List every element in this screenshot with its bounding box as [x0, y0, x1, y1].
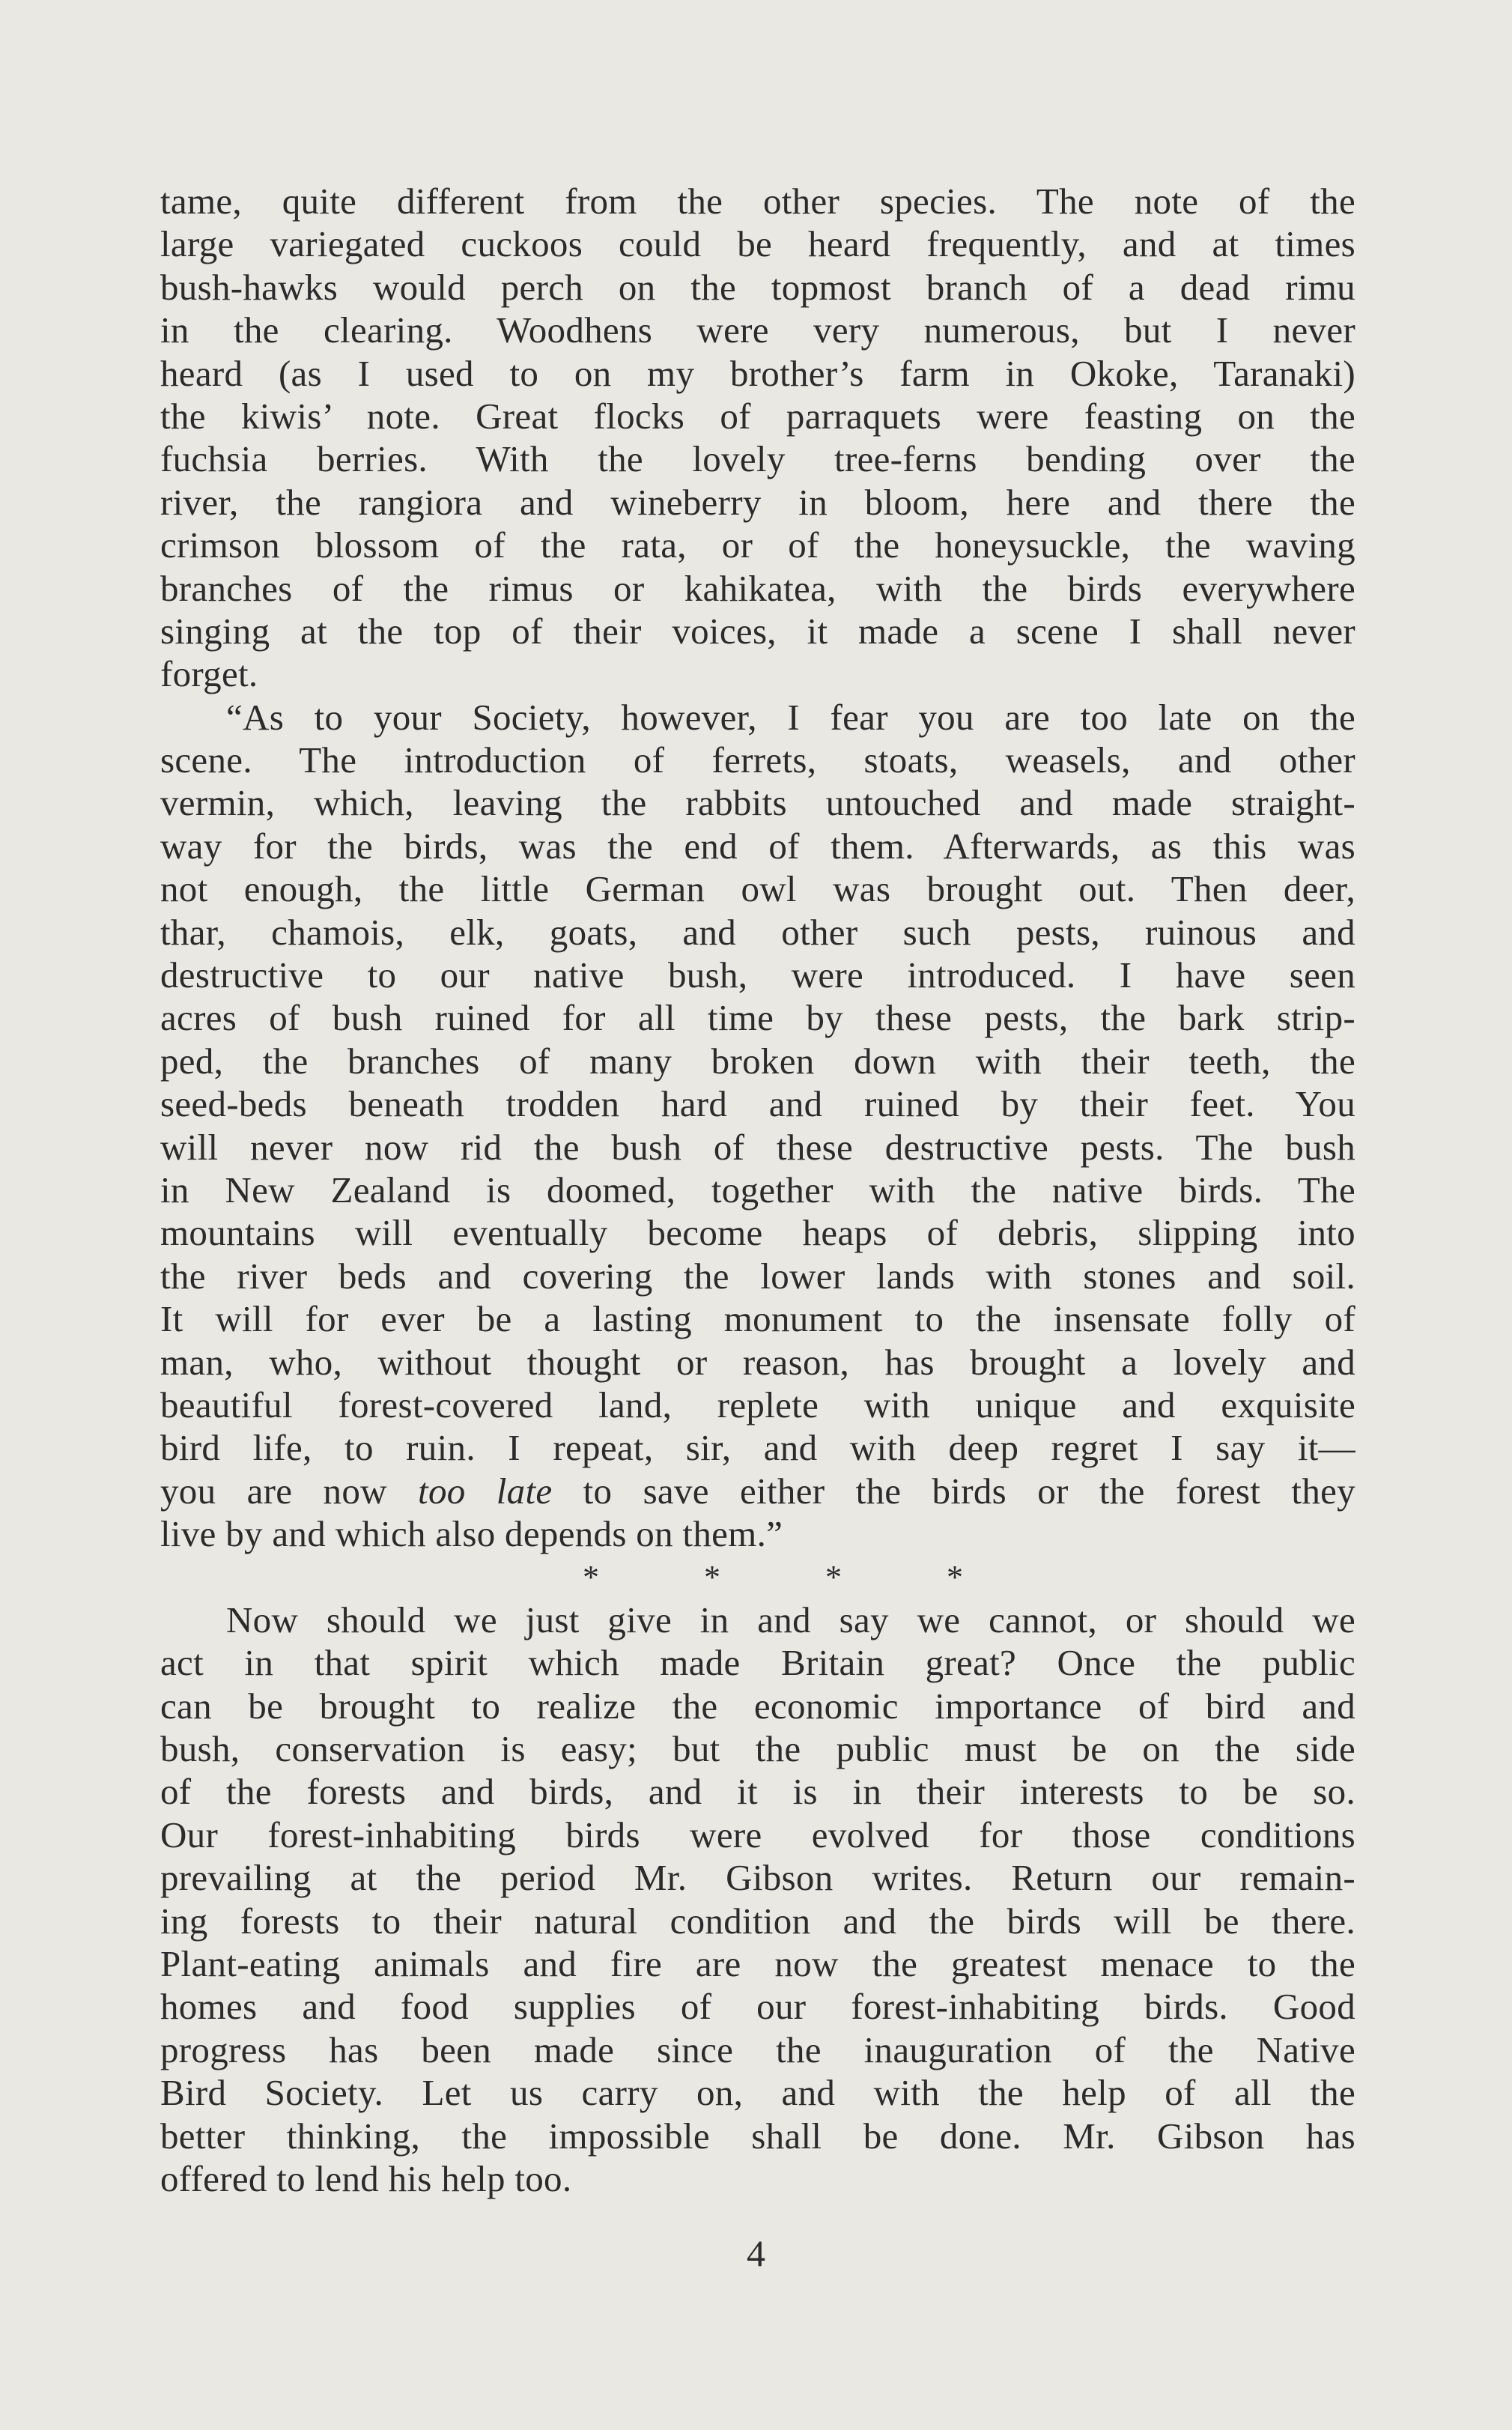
text-line: in New Zealand is doomed, together with the native birds. The — [160, 1169, 1355, 1211]
text-line-with-italic — [160, 1470, 1355, 1512]
text-run: you are now — [160, 1470, 419, 1512]
text-line: the river beds and covering the lower lands with stones and soil. — [160, 1255, 1355, 1297]
text-line: ped, the branches of many broken down with their teeth, the — [160, 1040, 1355, 1082]
text-line: forget. — [160, 653, 258, 695]
text-line: live by and which also depends on them.” — [160, 1513, 783, 1555]
paragraph-2 — [160, 696, 1355, 1556]
text-line: mountains will eventually become heaps of debris, slipping into — [160, 1212, 1355, 1254]
section-separator — [160, 1556, 1355, 1599]
page-number: 4 — [747, 2232, 765, 2274]
text-run: to save either the birds or the forest they — [552, 1470, 1355, 1512]
asterisk-glyph: * — [825, 1558, 842, 1596]
text-line: prevailing at the period Mr. Gibson writes. Return our remain- — [160, 1857, 1355, 1899]
text-line: Now should we just give in and say we cannot, or should we — [226, 1599, 1355, 1640]
text-line: not enough, the little German owl was brought out. Then deer, — [160, 868, 1355, 910]
text-line: “As to your Society, however, I fear you are too late on the — [226, 696, 1355, 738]
text-line: vermin, which, leaving the rabbits untouched and made straight- — [160, 782, 1355, 824]
text-line: man, who, without thought or reason, has brought a lovely and — [160, 1341, 1355, 1383]
paragraph-3 — [160, 1599, 1355, 2200]
text-line: tame, quite different from the other species. The note of the — [160, 181, 1355, 222]
text-line: act in that spirit which made Britain great? Once the public — [160, 1642, 1355, 1684]
text-line: river, the rangiora and wineberry in bloom, here and there the — [160, 481, 1355, 523]
text-line: bush-hawks would perch on the topmost branch of a dead rimu — [160, 266, 1355, 308]
text-line: beautiful forest-covered land, replete with unique and exquisite — [160, 1384, 1355, 1425]
text-line: better thinking, the impossible shall be done. Mr. Gibson has — [160, 2115, 1355, 2157]
text-line: scene. The introduction of ferrets, stoats, weasels, and other — [160, 739, 1355, 781]
text-line: bush, conservation is easy; but the public must be on the side — [160, 1728, 1355, 1770]
text-line: Plant-eating animals and fire are now the greatest menace to the — [160, 1943, 1355, 1985]
text-line: can be brought to realize the economic importance of bird and — [160, 1685, 1355, 1727]
text-line: fuchsia berries. With the lovely tree-ferns bending over the — [160, 438, 1355, 480]
text-line: Bird Society. Let us carry on, and with the help of all the — [160, 2072, 1355, 2114]
asterisk-glyph: * — [947, 1558, 963, 1596]
text-line: will never now rid the bush of these destructive pests. The bush — [160, 1126, 1355, 1168]
text-line: bird life, to ruin. I repeat, sir, and with deep regret I say it— — [160, 1427, 1355, 1469]
text-line: large variegated cuckoos could be heard frequently, and at times — [160, 223, 1355, 265]
text-line: offered to lend his help too. — [160, 2157, 572, 2199]
paragraph-1 — [160, 180, 1355, 696]
text-line: homes and food supplies of our forest-inhabiting birds. Good — [160, 1986, 1355, 2028]
text-line: acres of bush ruined for all time by these pests, the bark strip- — [160, 997, 1355, 1039]
italic-emphasis: too late — [418, 1470, 553, 1512]
text-line: Our forest-inhabiting birds were evolved for those conditions — [160, 1814, 1355, 1855]
text-line: seed-beds beneath trodden hard and ruined by their feet. You — [160, 1083, 1355, 1125]
text-line: heard (as I used to on my brother’s farm in Okoke, Taranaki) — [160, 352, 1355, 394]
text-line: ing forests to their natural condition and the birds will be there. — [160, 1900, 1355, 1942]
text-line: in the clearing. Woodhens were very numerous, but I never — [160, 309, 1355, 351]
text-line: crimson blossom of the rata, or of the honeysuckle, the waving — [160, 524, 1355, 566]
text-line: singing at the top of their voices, it made a scene I shall never — [160, 610, 1355, 652]
asterisk-glyph: * — [704, 1558, 720, 1596]
text-line: It will for ever be a lasting monument to the insensate folly of — [160, 1298, 1355, 1340]
text-line: destructive to our native bush, were introduced. I have seen — [160, 954, 1355, 996]
page-body — [160, 180, 1355, 2200]
text-line: thar, chamois, elk, goats, and other such pests, ruinous and — [160, 911, 1355, 953]
text-line: branches of the rimus or kahikatea, with the birds everywhere — [160, 567, 1355, 609]
text-line: the kiwis’ note. Great flocks of parraquets were feasting on the — [160, 395, 1355, 437]
text-line: progress has been made since the inauguration of the Native — [160, 2028, 1355, 2070]
text-line: way for the birds, was the end of them. Afterwards, as this was — [160, 825, 1355, 867]
asterisk-glyph: * — [583, 1558, 599, 1596]
text-line: of the forests and birds, and it is in their interests to be so. — [160, 1771, 1355, 1813]
